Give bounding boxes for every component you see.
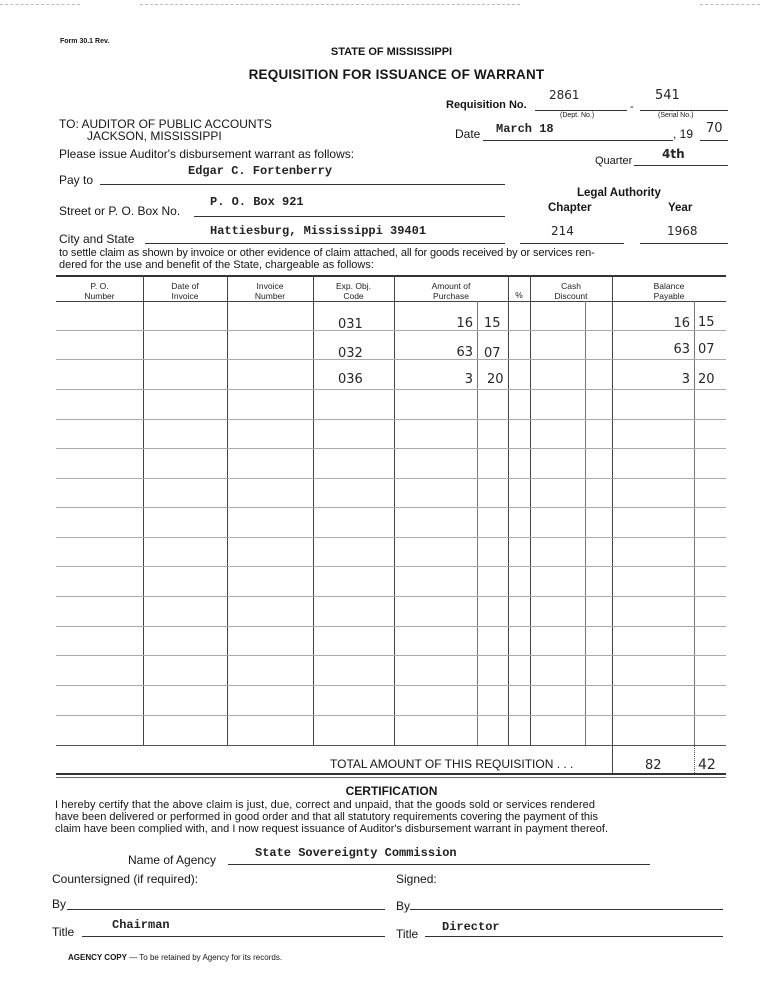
row-code: 036 bbox=[338, 372, 363, 387]
form-number: Form 30.1 Rev. bbox=[60, 38, 110, 45]
please-issue-text: Please issue Auditor's disbursement warrant as follows: bbox=[59, 147, 355, 161]
title-left-line bbox=[82, 936, 385, 937]
countersigned-label: Countersigned (if required): bbox=[52, 872, 199, 886]
title-right-value: Director bbox=[442, 920, 500, 934]
to-line-1: TO: AUDITOR OF PUBLIC ACCOUNTS bbox=[59, 117, 272, 131]
scan-artifact bbox=[140, 4, 520, 6]
to-line-2: JACKSON, MISSISSIPPI bbox=[87, 129, 222, 143]
col-cash-header: Cash Discount bbox=[554, 281, 588, 301]
date-line bbox=[483, 140, 673, 141]
pay-to-value: Edgar C. Fortenberry bbox=[188, 164, 333, 178]
chapter-line bbox=[520, 243, 624, 244]
row-amount-dollars: 3 bbox=[464, 372, 473, 387]
scan-artifact bbox=[700, 4, 760, 6]
agency-line bbox=[228, 864, 650, 865]
title-right-label: Title bbox=[396, 927, 419, 941]
date-year: 70 bbox=[706, 121, 723, 136]
row-balance-dollars: 63 bbox=[673, 342, 690, 357]
col-date-header: Date of Invoice bbox=[171, 281, 199, 301]
row-amount-dollars: 16 bbox=[456, 316, 473, 331]
authority-year-line bbox=[640, 243, 728, 244]
agency-value: State Sovereignty Commission bbox=[255, 846, 457, 860]
row-balance-dollars: 3 bbox=[681, 372, 690, 387]
serial-no-line bbox=[640, 110, 728, 111]
date-value: March 18 bbox=[496, 122, 554, 136]
certification-line-3: claim have been complied with, and I now request issuance of Auditor's disbursement warrant in payment thereof. bbox=[55, 823, 609, 835]
total-label: TOTAL AMOUNT OF THIS REQUISITION . . . bbox=[330, 757, 574, 771]
row-amount-dollars: 63 bbox=[456, 345, 473, 360]
street-label: Street or P. O. Box No. bbox=[59, 204, 181, 218]
settle-text-2: dered for the use and benefit of the State, chargeable as follows: bbox=[59, 259, 374, 271]
street-value: P. O. Box 921 bbox=[210, 195, 304, 209]
title-left-value: Chairman bbox=[112, 918, 170, 932]
dept-caption: (Dept. No.) bbox=[560, 112, 595, 119]
col-amount-header: Amount of Purchase bbox=[431, 281, 471, 301]
col-balance-header: Balance Payable bbox=[653, 281, 685, 301]
city-line bbox=[145, 243, 505, 244]
footer-agency-copy: AGENCY COPY bbox=[68, 953, 127, 962]
col-exp-header: Exp. Obj. Code bbox=[336, 281, 371, 301]
by-right-label: By bbox=[396, 899, 411, 913]
certification-line-1: I hereby certify that the above claim is just, due, correct and unpaid, that the goods sold or services rendered bbox=[55, 799, 596, 811]
footer-note bbox=[68, 953, 282, 962]
year-line bbox=[700, 140, 728, 141]
date-century: , 19 bbox=[673, 127, 694, 141]
serial-no-value: 541 bbox=[655, 88, 680, 103]
city-value: Hattiesburg, Mississippi 39401 bbox=[210, 224, 427, 238]
row-balance-cents: 20 bbox=[698, 372, 715, 387]
col-pct-header: % bbox=[515, 290, 523, 300]
col-invoice-header: Invoice Number bbox=[254, 281, 286, 301]
title-left-label: Title bbox=[52, 925, 75, 939]
chapter-label: Chapter bbox=[548, 202, 592, 214]
footer-retain-text: — To be retained by Agency for its records. bbox=[129, 953, 283, 962]
settle-text-1: to settle claim as shown by invoice or other evidence of claim attached, all for goods received by or services ren- bbox=[59, 247, 595, 259]
dept-no-value: 2861 bbox=[549, 88, 580, 102]
street-line bbox=[194, 216, 505, 217]
row-balance-cents: 15 bbox=[698, 315, 715, 330]
by-left-label: By bbox=[52, 897, 67, 911]
date-label: Date bbox=[455, 127, 481, 141]
certification-heading: CERTIFICATION bbox=[345, 784, 438, 798]
row-code: 032 bbox=[338, 346, 363, 361]
row-balance-cents: 07 bbox=[698, 342, 715, 357]
year-label: Year bbox=[668, 202, 693, 214]
signed-label: Signed: bbox=[396, 872, 437, 886]
row-amount-cents: 15 bbox=[484, 316, 501, 331]
total-dollars: 82 bbox=[645, 758, 662, 773]
row-balance-dollars: 16 bbox=[673, 316, 690, 331]
agency-label: Name of Agency bbox=[128, 853, 217, 867]
title-right-line bbox=[425, 936, 723, 937]
row-code: 031 bbox=[338, 317, 363, 332]
scan-artifact bbox=[0, 4, 80, 6]
chapter-value: 214 bbox=[551, 224, 574, 238]
legal-authority-label: Legal Authority bbox=[577, 187, 661, 199]
serial-caption: (Serial No.) bbox=[658, 112, 694, 119]
by-left-line bbox=[67, 909, 385, 910]
state-heading: STATE OF MISSISSIPPI bbox=[330, 46, 453, 58]
dept-no-line bbox=[535, 110, 627, 111]
form-title: REQUISITION FOR ISSUANCE OF WARRANT bbox=[248, 67, 545, 82]
pay-to-label: Pay to bbox=[59, 173, 94, 187]
row-amount-cents: 20 bbox=[487, 372, 504, 387]
certification-line-2: have been delivered or performed in good order and that all statutory requirements covering the payment of this bbox=[55, 811, 598, 823]
row-amount-cents: 07 bbox=[484, 346, 501, 361]
pay-to-line bbox=[100, 184, 505, 185]
requisition-label: Requisition No. bbox=[446, 99, 527, 111]
quarter-label: Quarter bbox=[595, 155, 633, 167]
col-po-header: P. O. Number bbox=[84, 281, 115, 301]
city-label: City and State bbox=[59, 232, 135, 246]
quarter-value: 4th bbox=[662, 147, 685, 161]
total-cents: 42 bbox=[698, 757, 716, 773]
quarter-line bbox=[634, 165, 728, 166]
by-right-line bbox=[410, 909, 723, 910]
requisition-dash: - bbox=[630, 101, 634, 113]
authority-year-value: 1968 bbox=[667, 224, 698, 238]
